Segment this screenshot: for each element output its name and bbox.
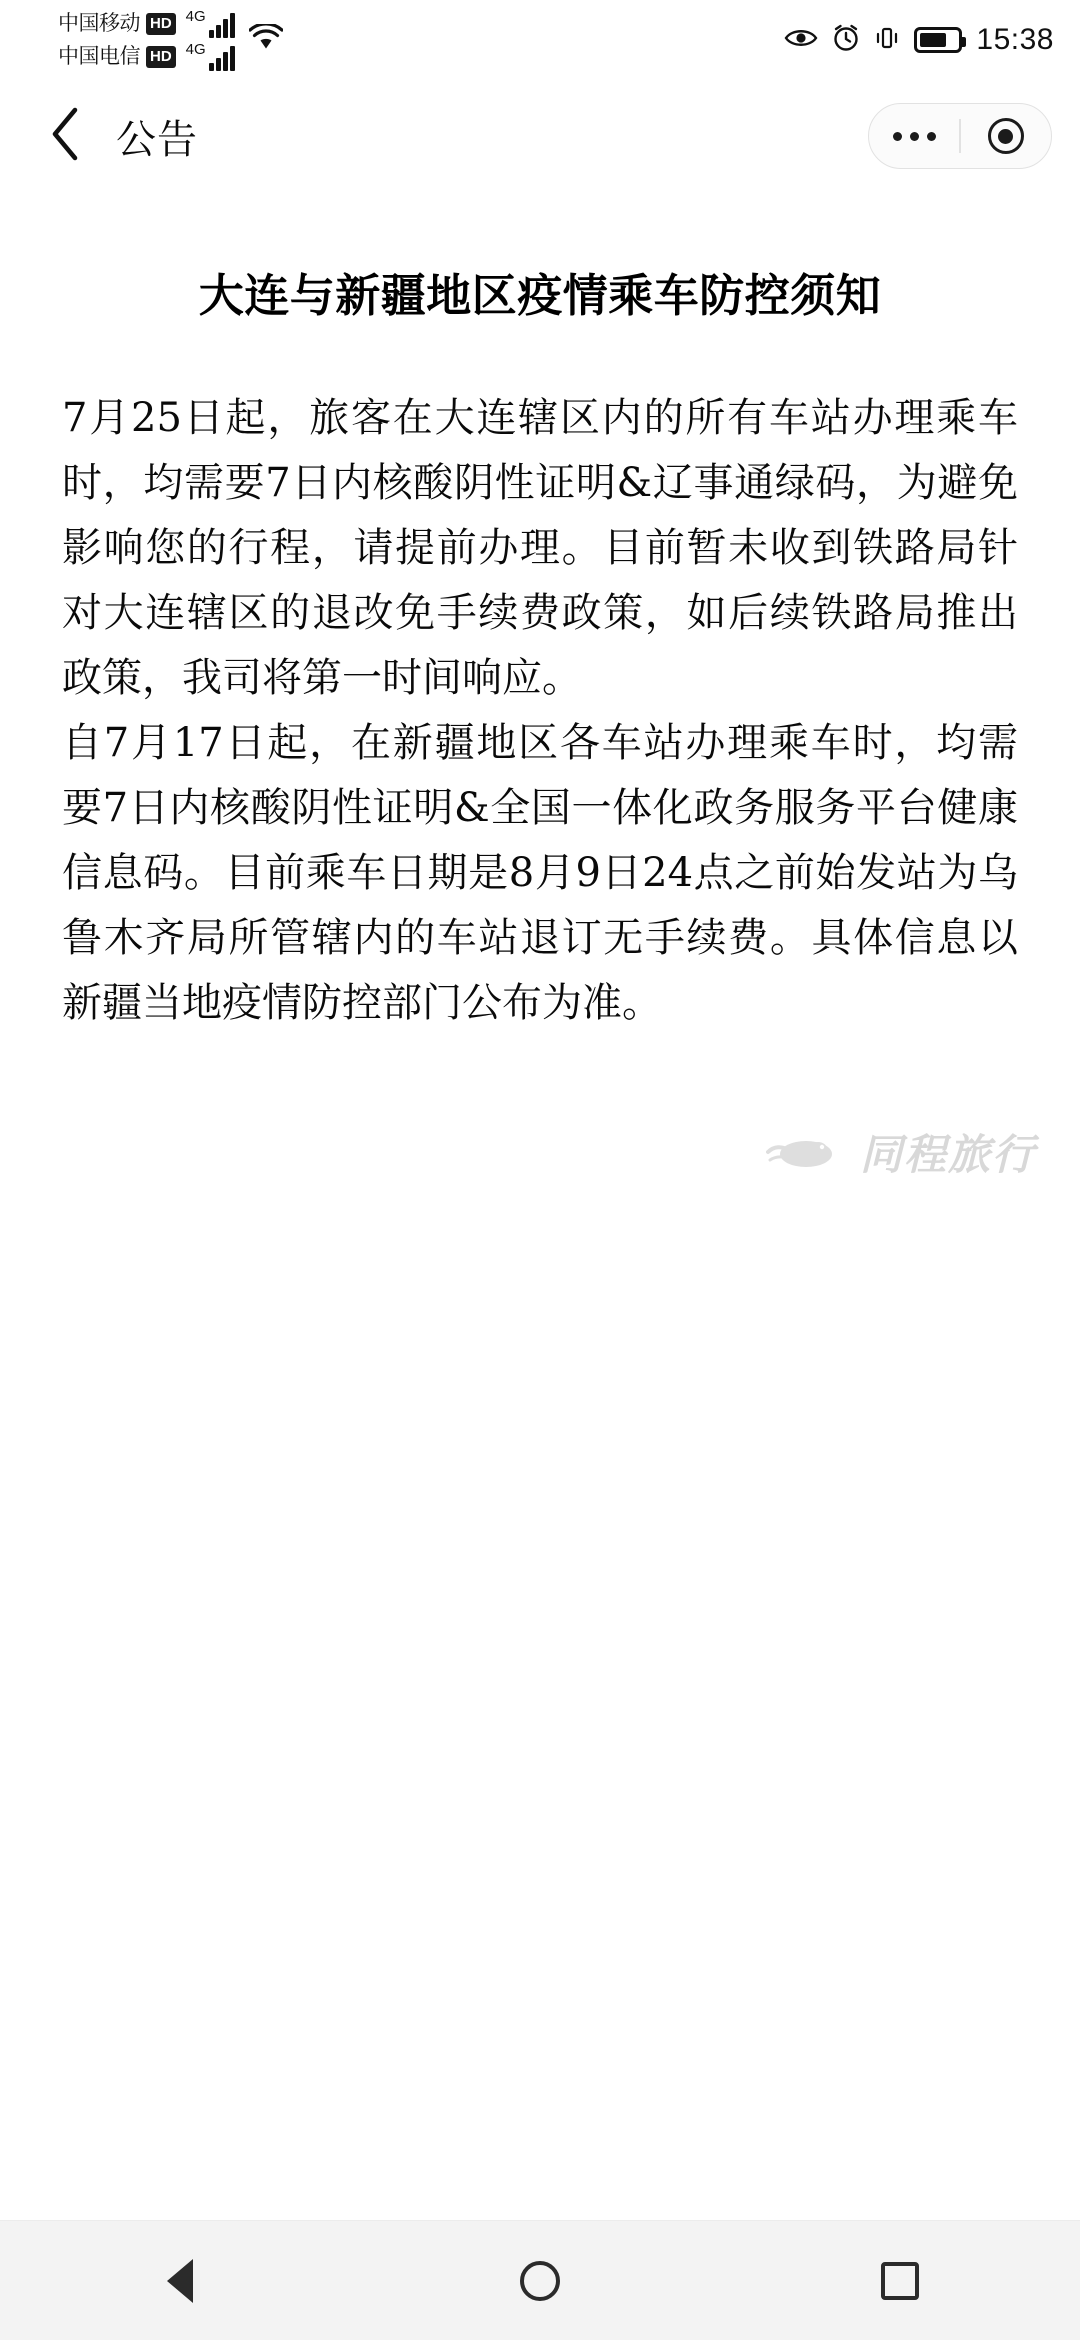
navigation-bar [0,80,1080,192]
article-content [0,192,1080,2220]
system-recents-button[interactable] [840,2221,960,2340]
carrier-row [58,9,235,38]
back-button[interactable] [30,100,102,172]
network-type-label: 4G [185,41,206,58]
chevron-left-icon [49,106,83,167]
vibrate-icon [874,25,900,56]
miniprogram-capsule [868,103,1052,169]
article-paragraph: 自7月17日起，在新疆地区各车站办理乘车时，均需要7日内核酸阴性证明&全国一体化政务服务平台健康信息码。目前乘车日期是8月9日24点之前始发站为乌鲁木齐局所管辖内的车站退订无手续费。具体信息以新疆当地疫情防控部门公布为准。 [62,720,1018,1026]
article-paragraph: 7月25日起，旅客在大连辖区内的所有车站办理乘车时，均需要7日内核酸阴性证明&辽事通绿码，为避免影响您的行程，请提前办理。目前暂未收到铁路局针对大连辖区的退改免手续费政策，如后续铁路局推出政策，我司将第一时间响应。 [62,395,1018,701]
carrier-row [58,42,235,71]
signal-bars-icon [209,12,235,38]
status-bar-right [784,24,1054,57]
page-title: 公告 [116,117,198,162]
battery-icon [914,27,962,53]
watermark [766,1122,1036,1182]
tongcheng-logo-icon [766,1130,842,1174]
carrier-name: 中国移动 [58,11,140,35]
signal-group [186,9,235,38]
system-home-button[interactable] [480,2221,600,2340]
watermark-text: 同程旅行 [859,1131,1036,1178]
wifi-icon [249,24,283,55]
square-recents-icon [881,2262,919,2300]
alarm-icon [832,24,860,57]
carrier-name: 中国电信 [58,44,140,68]
clock-label: 15:38 [976,23,1054,56]
target-circle-icon [988,118,1024,154]
article-body [62,386,1018,1036]
more-dots-icon [893,132,936,141]
article-title: 大连与新疆地区疫情乘车防控须知 [198,269,882,322]
more-menu-button[interactable] [869,104,959,168]
hd-badge-icon: HD [146,13,176,35]
hd-badge-icon: HD [146,46,176,68]
signal-group [186,42,235,71]
carrier-list [58,9,235,71]
triangle-back-icon [167,2259,193,2303]
status-bar-left [58,9,283,71]
signal-bars-icon [209,45,235,71]
circle-home-icon [520,2261,560,2301]
system-navigation-bar [0,2220,1080,2340]
close-miniprogram-button[interactable] [961,104,1051,168]
network-type-label: 4G [185,8,206,25]
system-back-button[interactable] [120,2221,240,2340]
status-bar [0,0,1080,80]
eye-icon [784,26,818,55]
